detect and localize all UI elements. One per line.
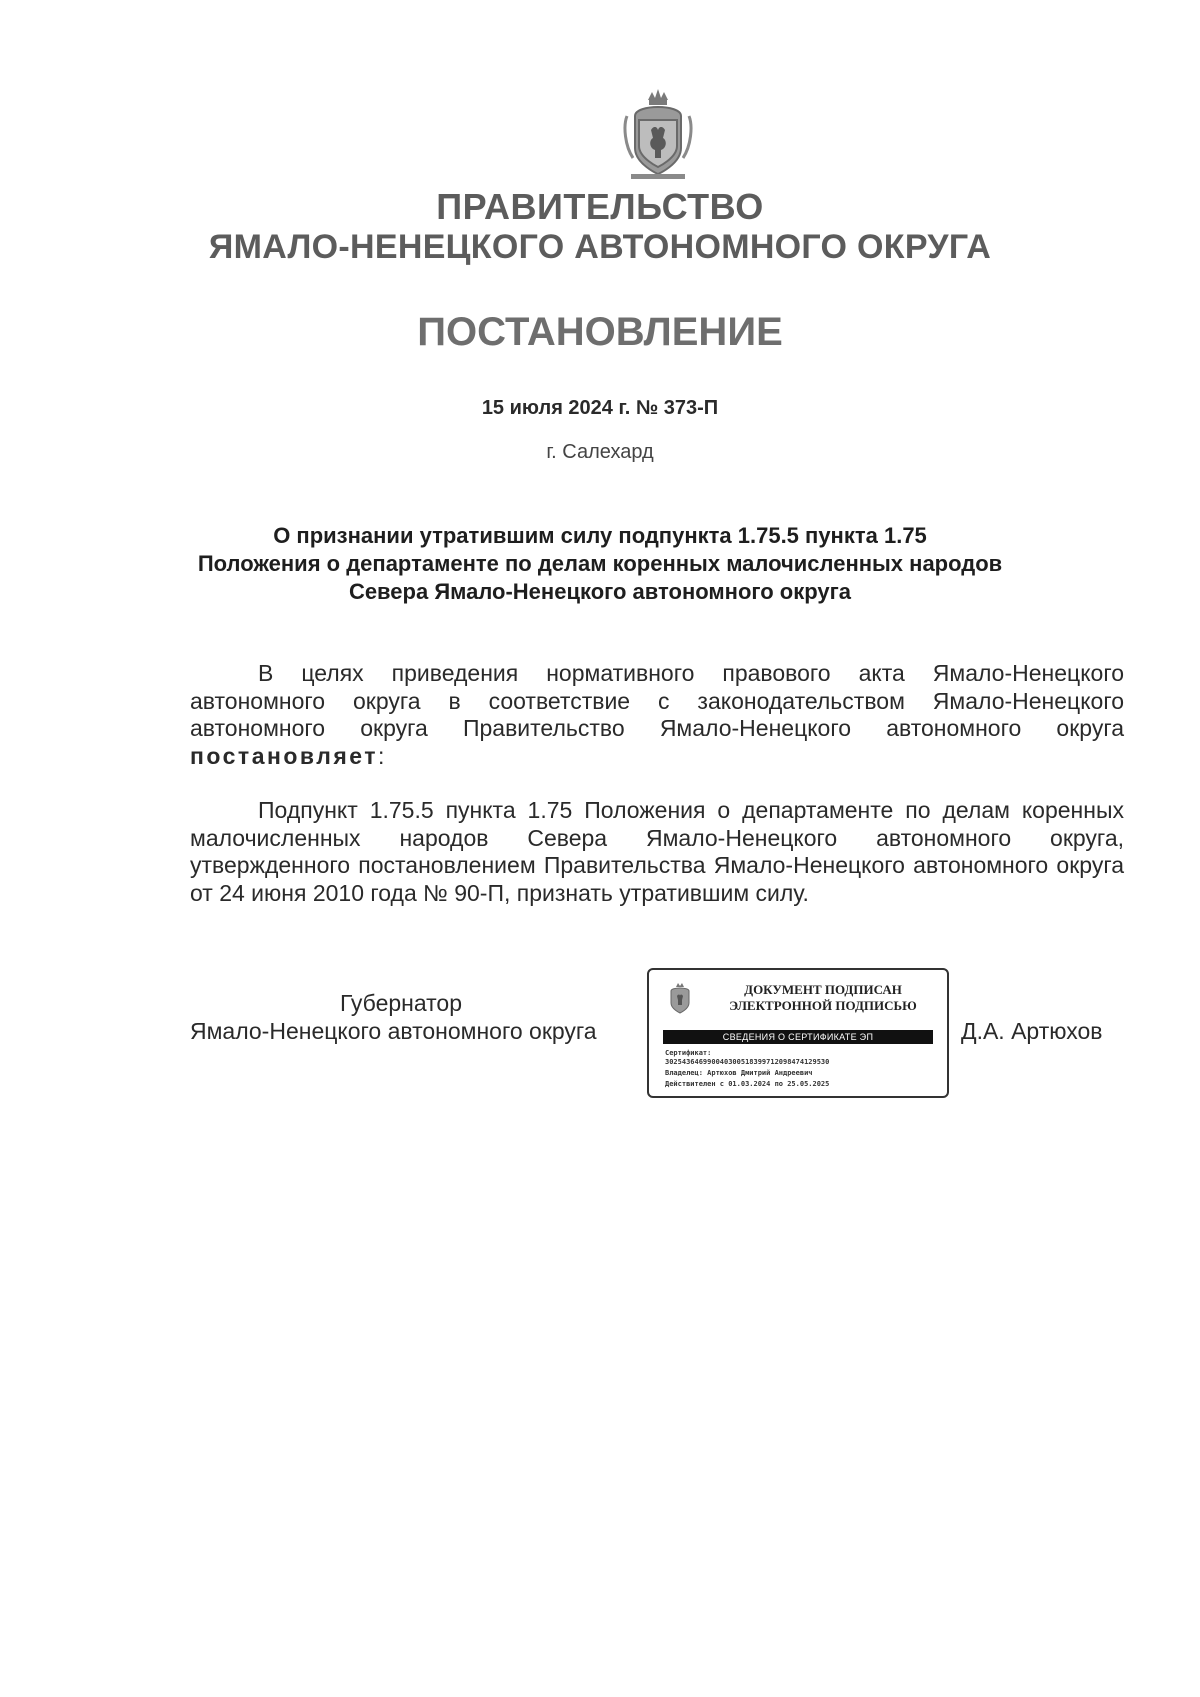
signatory-position-line2: Ямало-Ненецкого автономного округа <box>190 1018 597 1044</box>
document-type: ПОСТАНОВЛЕНИЕ <box>417 310 783 354</box>
document-title <box>180 522 1020 606</box>
organization-name-line2: ЯМАЛО-НЕНЕЦКОГО АВТОНОМНОГО ОКРУГА <box>208 228 992 266</box>
coat-of-arms-icon <box>621 86 695 182</box>
stamp-heading-line2: ЭЛЕКТРОННОЙ ПОДПИСЬЮ <box>729 998 917 1013</box>
title-line: Севера Ямало-Ненецкого автономного округа <box>348 579 852 604</box>
document-date-number: 15 июля 2024 г. № 373-П <box>481 397 719 419</box>
signatory-name: Д.А. Артюхов <box>961 1018 1103 1044</box>
stamp-heading-line1: ДОКУМЕНТ ПОДПИСАН <box>744 982 902 997</box>
preamble-colon: : <box>378 742 385 769</box>
organization-name-line1: ПРАВИТЕЛЬСТВО <box>436 186 764 227</box>
title-line: Положения о департаменте по делам коренных малочисленных народов <box>197 551 1003 576</box>
preamble-paragraph <box>190 660 1124 770</box>
title-line: О признании утратившим силу подпункта 1.75.5 пункта 1.75 <box>273 523 927 548</box>
stamp-emblem-icon <box>667 981 693 1015</box>
signatory-position-line1: Губернатор <box>340 990 463 1016</box>
stamp-validity: Действителен с 01.03.2024 по 25.05.2025 <box>665 1080 830 1088</box>
stamp-certificate-bar: СВЕДЕНИЯ О СЕРТИФИКАТЕ ЭП <box>663 1030 933 1044</box>
electronic-signature-stamp <box>647 968 949 1098</box>
document-city: г. Салехард <box>546 441 654 463</box>
stamp-cert-label: Сертификат: <box>665 1049 712 1057</box>
preamble-text: В целях приведения нормативного правового акта Ямало-Ненецкого автономного округа в соответствие с законодательством Ямало-Ненецкого автономного округа Правительство Ямало-Ненецкого автономного округа <box>190 660 1124 741</box>
operative-paragraph: Подпункт 1.75.5 пункта 1.75 Положения о департаменте по делам коренных малочисленных народов Севера Ямало-Ненецкого автономного округа, утвержденного постановлением Правительства Ямало-Ненецкого автономного округа от 24 июня 2010 года № 90-П, признать утратившим силу. <box>190 797 1124 906</box>
stamp-owner: Владелец: Артюхов Дмитрий Андреевич <box>665 1069 813 1077</box>
stamp-cert-number: 302543646990040300518399712098474129530 <box>665 1058 830 1066</box>
resolves-keyword: постановляет <box>190 742 379 769</box>
